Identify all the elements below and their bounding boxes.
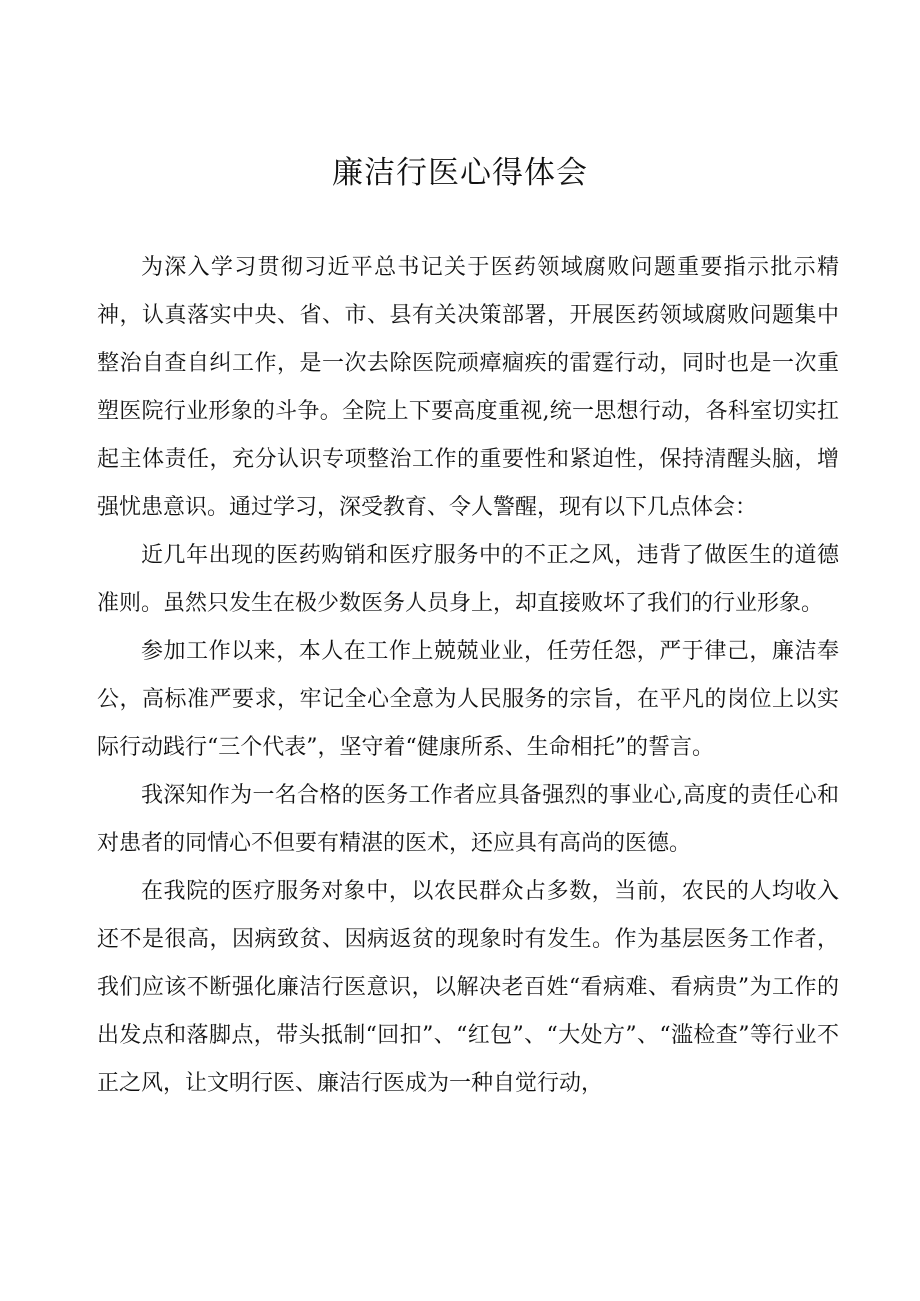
document-body	[97, 244, 839, 1108]
paragraph-personal-work: 参加工作以来，本人在工作上兢兢业业，任劳任怨，严于律己，廉洁奉公，高标准严要求，牢记全心全意为人民服务的宗旨，在平凡的岗位上以实际行动践行“三个代表”，坚守着“健康所系、生命相托”的誓言。	[97, 639, 839, 760]
paragraph-unhealthy-trends: 近几年出现的医药购销和医疗服务中的不正之风，违背了做医生的道德准则。虽然只发生在极少数医务人员身上，却直接败坏了我们的行业形象。	[97, 543, 839, 616]
paragraph-intro: 为深入学习贯彻习近平总书记关于医药领域腐败问题重要指示批示精神，认真落实中央、省、市、县有关决策部署，开展医药领域腐败问题集中整治自查自纠工作，是一次去除医院顽瘴痼疾的雷霆行动，同时也是一次重塑医院行业形象的斗争。全院上下要高度重视,统一思想行动，各科室切实扛起主体责任，充分认识专项整治工作的重要性和紧迫性，保持清醒头脑，增强忧患意识。通过学习，深受教育、令人警醒，现有以下几点体会：	[97, 255, 839, 520]
document-title: 廉洁行医心得体会	[332, 155, 588, 191]
paragraph-service-objects: 在我院的医疗服务对象中，以农民群众占多数，当前，农民的人均收入还不是很高，因病致贫、因病返贫的现象时有发生。作为基层医务工作者，我们应该不断强化廉洁行医意识，以解决老百姓“看病难、看病贵”为工作的出发点和落脚点，带头抵制“回扣”、“红包”、“大处方”、“滥检查”等行业不正之风，让文明行医、廉洁行医成为一种自觉行动，	[97, 879, 839, 1096]
paragraph-medical-ethics: 我深知作为一名合格的医务工作者应具备强烈的事业心,高度的责任心和对患者的同情心不但要有精湛的医术，还应具有高尚的医德。	[97, 783, 839, 856]
